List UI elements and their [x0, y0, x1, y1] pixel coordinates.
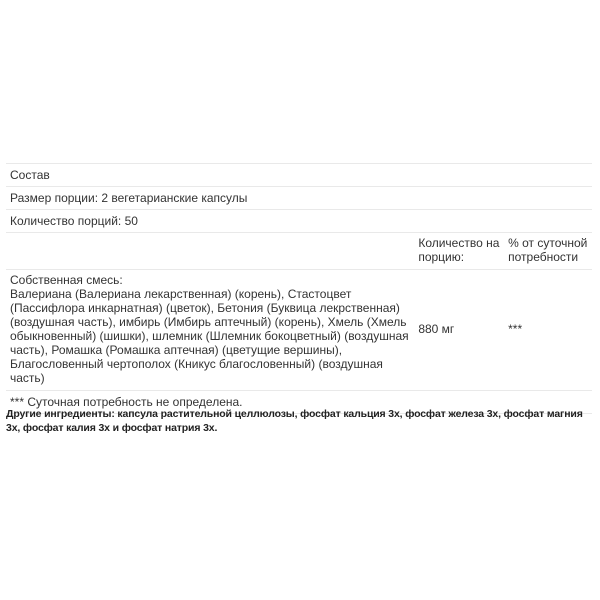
daily-value-header: % от суточной потребности — [504, 233, 592, 270]
ingredient-name — [6, 270, 414, 391]
other-ingredients: Другие ингредиенты: капсула растительной целлюлозы, фосфат кальция 3x, фосфат железа 3x, фосфат магния 3x, фосфат калия 3x и фосфат натрия 3x. — [6, 408, 583, 434]
header-spacer — [6, 233, 414, 270]
supplement-facts-table — [6, 163, 592, 414]
serving-size-row — [6, 187, 592, 210]
facts-title: Состав — [6, 164, 592, 187]
ingredient-row — [6, 270, 592, 391]
facts-title-row — [6, 164, 592, 187]
amount-per-serving-header: Количество на порцию: — [414, 233, 504, 270]
ingredient-daily-value: *** — [504, 270, 592, 391]
footnote: *** Суточная потребность не определена. — [6, 391, 592, 414]
blend-detail: Валериана (Валериана лекарственная) (корень), Стастоцвет (Пассифлора инкарнатная) (цветок), Бетония (Буквица лекрственная) (воздушная часть), имбирь (Имбирь аптечный) (корень), Хмель (Хмель обыкновенный) (шишки), шлемник (Шлемник бокоцветный) (воздушная часть), Ромашка (Ромашка аптечная) (цветущие вершины), Благословенный чертополох (Кникус благословенный) (воздушная часть) — [10, 287, 409, 385]
ingredient-amount: 880 мг — [414, 270, 504, 391]
column-header-row — [6, 233, 592, 270]
servings-per-container-row — [6, 210, 592, 233]
servings-per-container: Количество порций: 50 — [6, 210, 592, 233]
serving-size: Размер порции: 2 вегетарианские капсулы — [6, 187, 592, 210]
blend-heading: Собственная смесь: — [10, 273, 123, 287]
